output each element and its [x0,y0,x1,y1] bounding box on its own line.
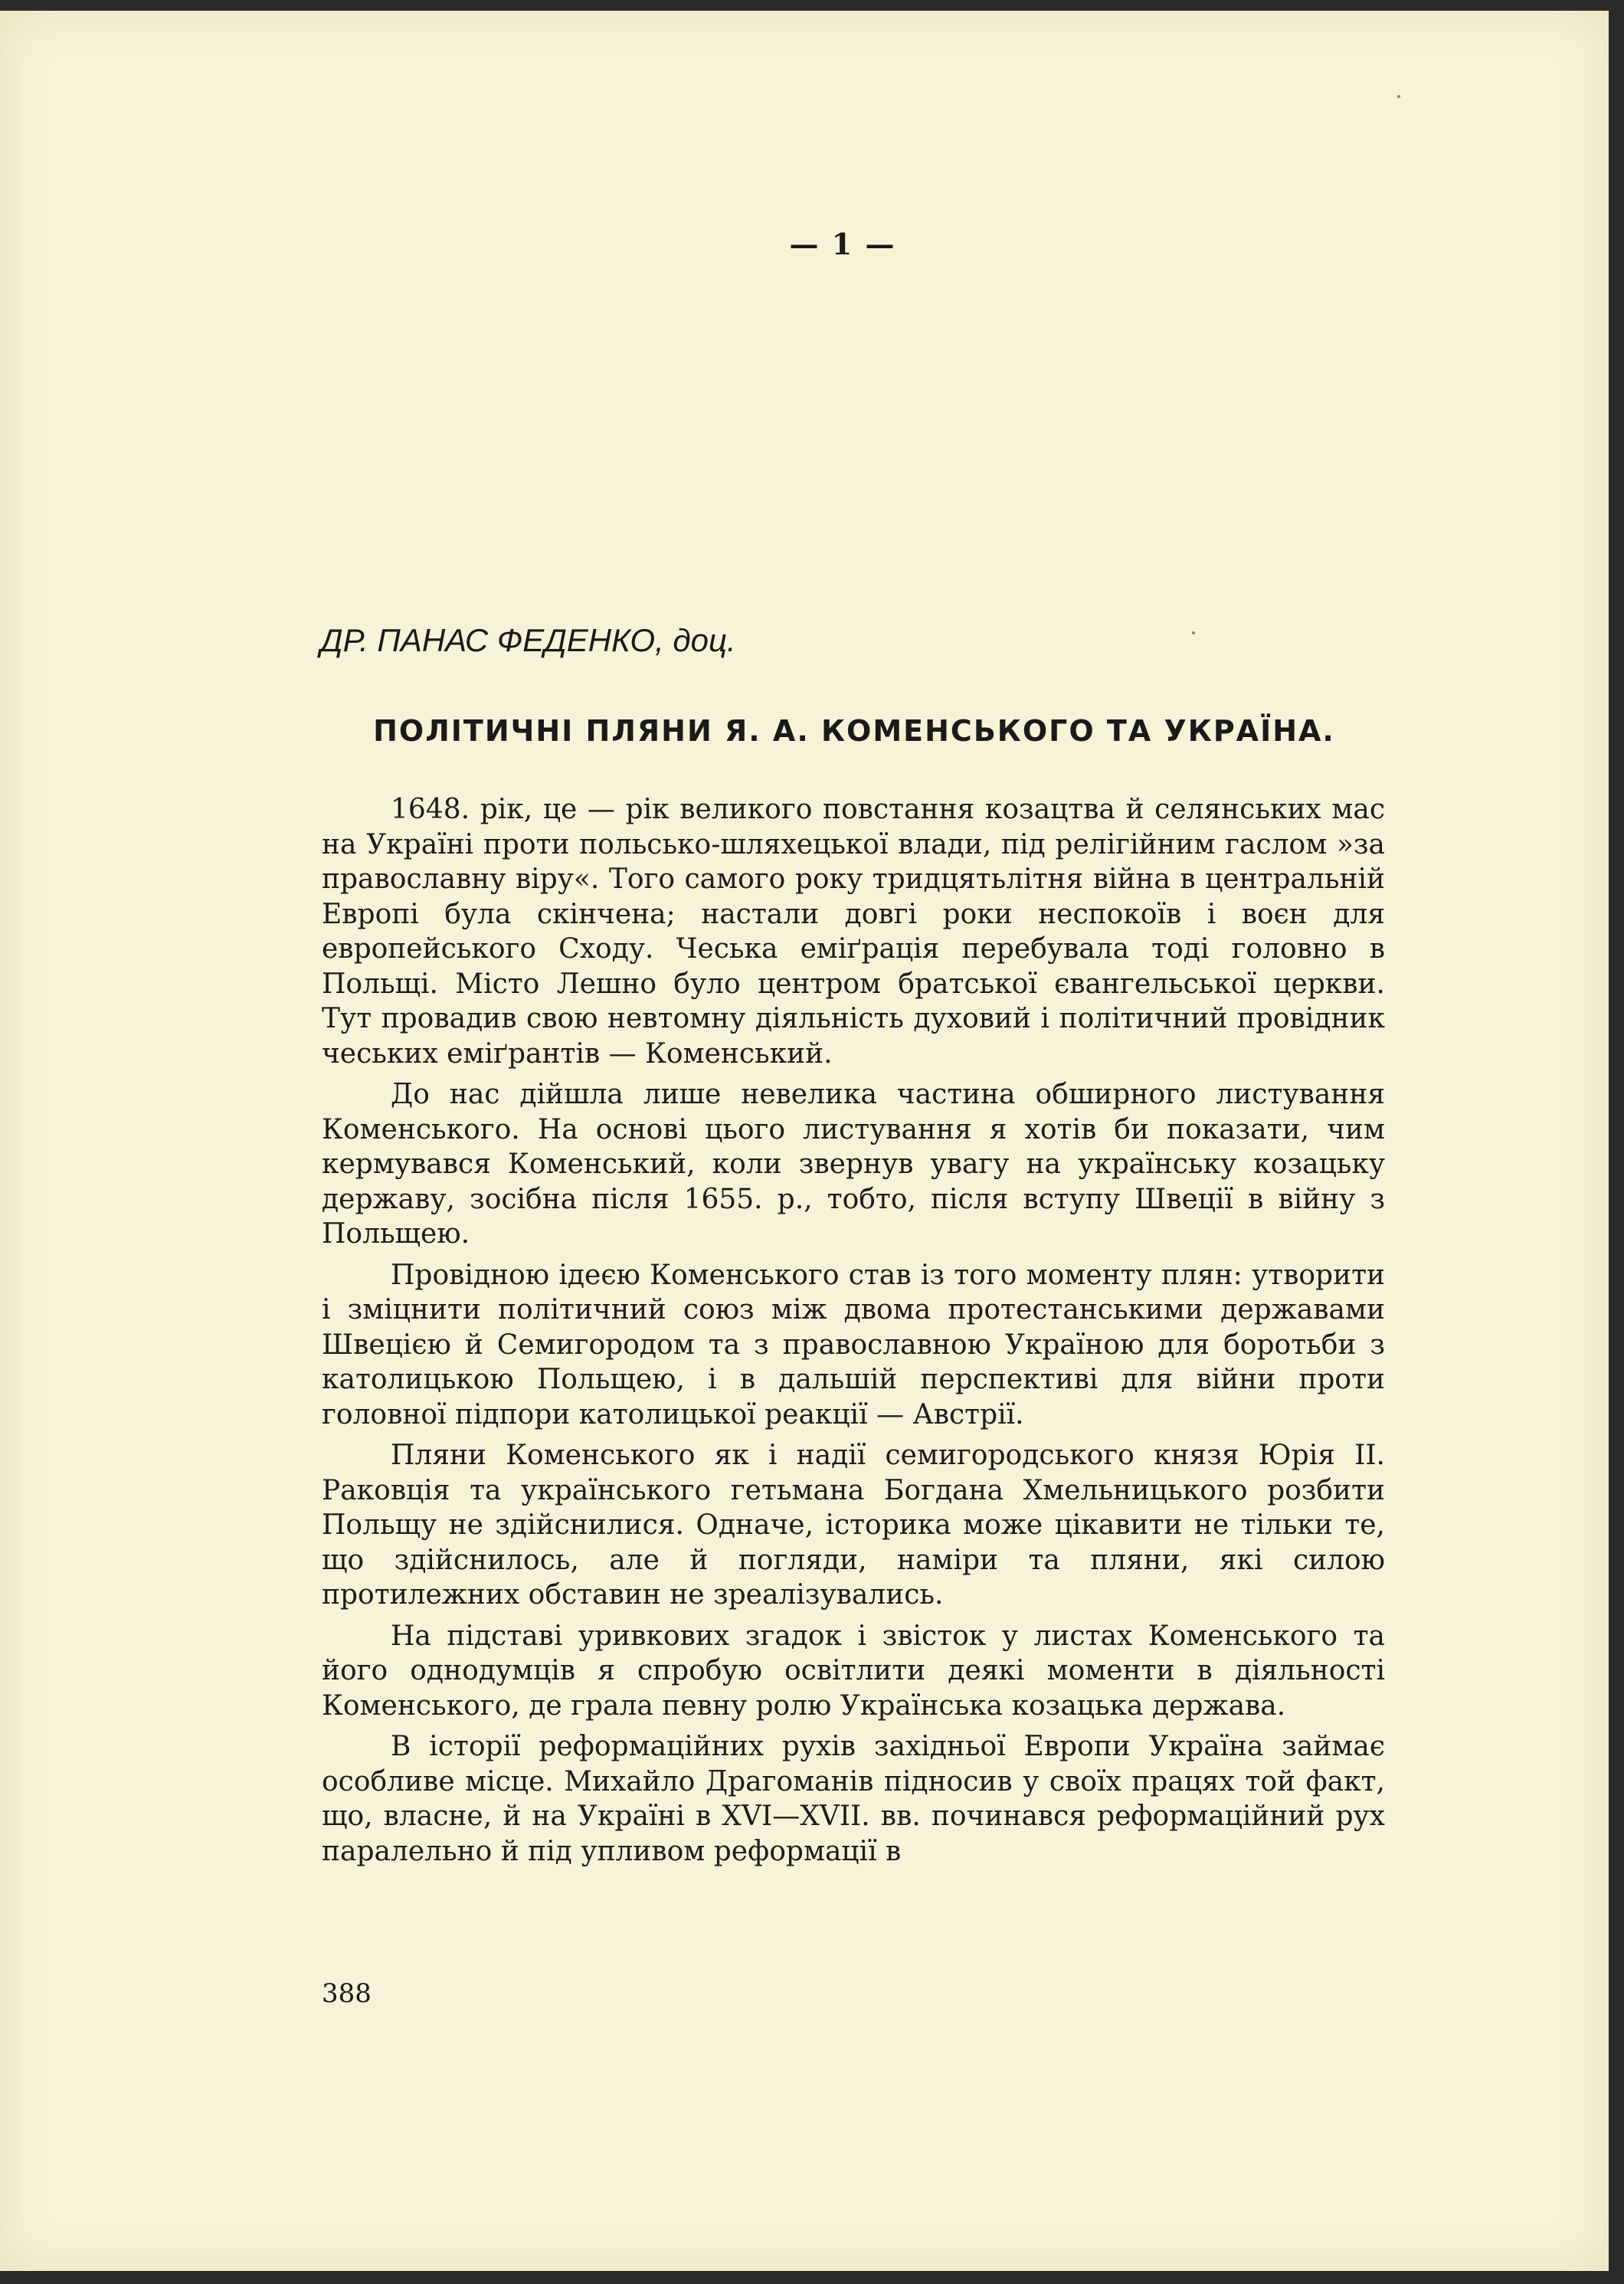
document-page [0,11,1609,2271]
paragraph: На підставі уривкових згадок і звісток у листах Коменського та його однодумців я спробую освітлити деякі моменти в діяльності Коменського, де грала певну ролю Українська козацька держава. [322,1620,1385,1722]
article-body [322,792,1385,1875]
paper-speck [1192,631,1195,634]
paragraph: Пляни Коменського як і надії семигородського князя Юрія II. Раковція та українського гетьмана Богдана Хмельницького розбити Польщу не здійснилися. Одначе, історика може цікавити не тільки те, що здійснилось, але й погляди, наміри та пляни, які силою протилежних обставин не зреалізувались. [322,1440,1385,1611]
footer-page-number: 388 [322,1978,372,2009]
paragraph: В історії реформаційних рухів західньої Европи Україна займає особливе місце. Михайло Драгоманів підносив у своїх працях той факт, що, власне, й на Україні в XVI—XVII. вв. починався реформаційний рух паралельно й під упливом реформації в [322,1731,1385,1867]
paragraph: До нас дійшла лише невелика частина обширного листування Коменського. На основі цього листування я хотів би показати, чим кермувався Коменський, коли звернув увагу на українську козацьку державу, зосібна після 1655. р., тобто, після вступу Швеції в війну з Польщею. [322,1079,1385,1250]
article-title: ПОЛІТИЧНІ ПЛЯНИ Я. А. КОМЕНСЬКОГО ТА УКРАЇНА. [373,714,1335,748]
paragraph: 1648. рік, це — рік великого повстання козацтва й селянських мас на Україні проти польсько-шляхецької влади, під релігійним гаслом »за православну віру«. Того самого року тридцятьлітня війна в центральній Европі була скінчена; настали довгі роки неспокоїв і воєн для европейського Сходу. Чеська еміґрація перебувала тоді головно в Польщі. Місто Лешно було центром братської євангельської церкви. Тут провадив свою невтомну діяльність духовий і політичний провідник чеських еміґрантів — Коменський. [322,794,1385,1070]
header-page-number: — 1 — [789,227,896,261]
author-line: ДР. ПАНАС ФЕДЕНКО, доц. [320,622,736,658]
paragraph: Провідною ідеєю Коменського став із того моменту плян: утворити і зміцнити політичний союз між двома протестанськими державами Швецією й Семигородом та з православною Україною для боротьби з католицькою Польщею, і в дальшій перспективі для війни проти головної підпори католицької реакції — Австрії. [322,1259,1385,1430]
paper-speck [1397,95,1400,98]
